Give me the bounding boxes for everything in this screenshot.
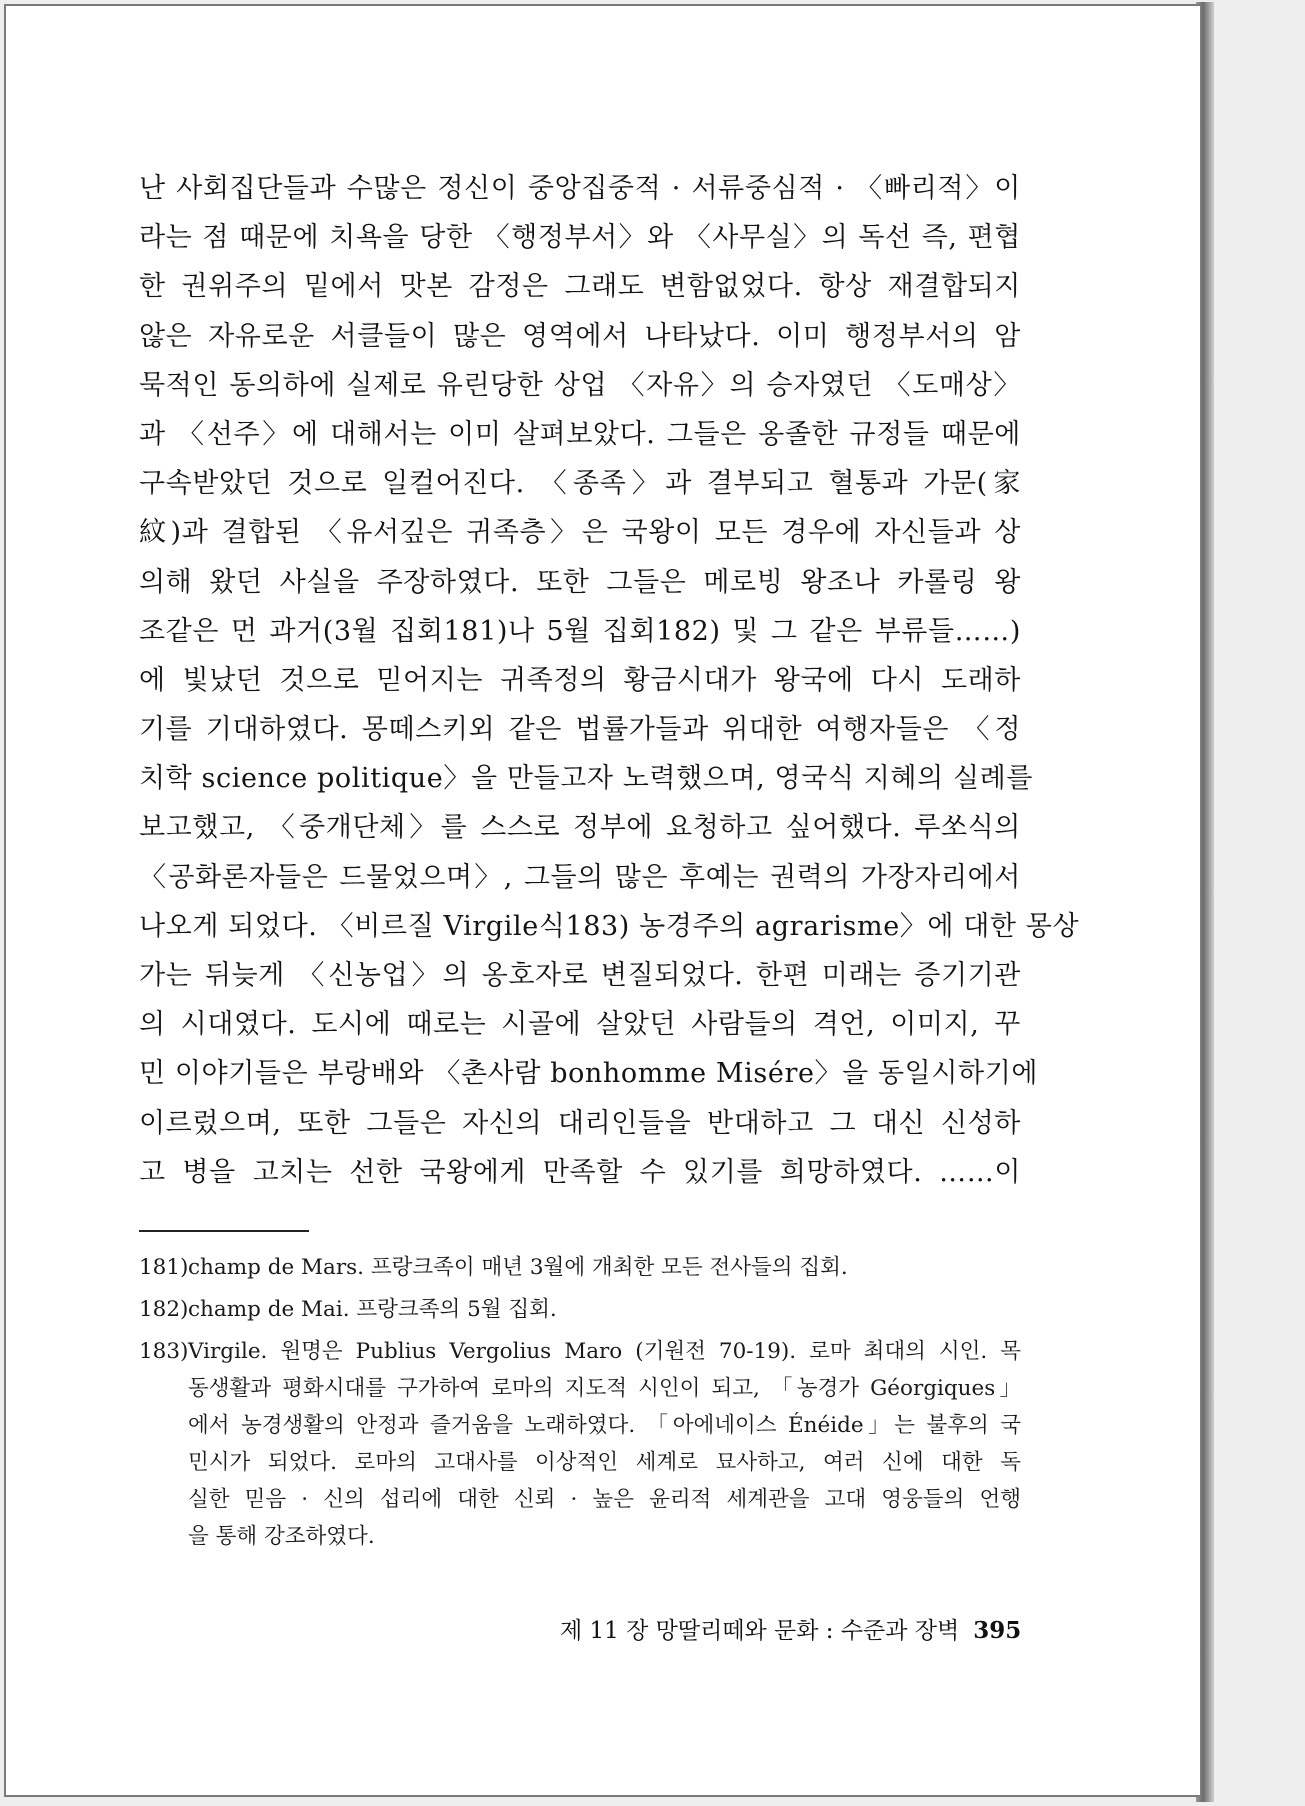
footnote-line: 동생활과 평화시대를 구가하여 로마의 지도적 시인이 되고, 「농경가 Géorgiques」 [188,1376,1021,1401]
body-line: 난 사회집단들과 수많은 정신이 중앙집중적 · 서류중심적 · 〈빠리적〉이 [139,173,1021,204]
footnote-number: 181) [139,1255,189,1280]
body-line: 라는 점 때문에 치욕을 당한 〈행정부서〉와 〈사무실〉의 독선 즉, 편협 [139,222,1021,254]
body-line: 나오게 되었다. 〈비르질 Virgile식183) 농경주의 agrarisme〉에 대한 몽상 [139,910,1080,942]
footnote-line: champ de Mars. 프랑크족이 매년 3월에 개최한 모든 전사들의 집회. [188,1255,848,1280]
body-line: 고 병을 고치는 선한 국왕에게 만족할 수 있기를 희망하였다. ……이 [139,1156,1021,1188]
chapter-title: 제 11 장 망딸리떼와 문화 : 수준과 장벽 [560,1618,960,1644]
running-footer [560,1612,1021,1645]
body-line: 紋)과 결합된 〈유서깊은 귀족층〉은 국왕이 모든 경우에 자신들과 상 [139,517,1021,549]
footnote-line: 을 통해 강조하였다. [188,1524,375,1549]
body-line: 않은 자유로운 서클들이 많은 영역에서 나타났다. 이미 행정부서의 암 [139,320,1021,352]
body-line: 한 권위주의 밑에서 맛본 감정은 그래도 변함없었다. 항상 재결합되지 [139,271,1021,303]
footnote-line: champ de Mai. 프랑크족의 5월 집회. [188,1297,557,1322]
footnotes [139,1249,1021,1560]
body-line: 조같은 먼 과거(3월 집회181)나 5월 집회182) 및 그 같은 부류들……) [139,615,1021,647]
body-line: 가는 뒤늦게 〈신농업〉의 옹호자로 변질되었다. 한편 미래는 증기기관 [139,960,1021,991]
footnote-line: 실한 믿음 · 신의 섭리에 대한 신뢰 · 높은 윤리적 세계관을 고대 영웅들의 언행 [188,1487,1021,1512]
body-line: 의 시대였다. 도시에 때로는 시골에 살았던 사람들의 격언, 이미지, 꾸 [139,1009,1021,1041]
body-line: 민 이야기들은 부랑배와 〈촌사람 bonhomme Misére〉을 동일시하기에 [139,1058,1039,1090]
footnote-divider [139,1230,309,1232]
body-line: 묵적인 동의하에 실제로 유린당한 상업 〈자유〉의 승자였던 〈도매상〉 [139,369,1021,401]
footnote-line: 민시가 되었다. 로마의 고대사를 이상적인 세계로 묘사하고, 여러 신에 대한 독 [188,1450,1021,1475]
body-line: 에 빛났던 것으로 믿어지는 귀족정의 황금시대가 왕국에 다시 도래하 [139,664,1021,696]
footnote-line: 에서 농경생활의 안정과 즐거움을 노래하였다. 「아에네이스 Énéide」는 불후의 국 [188,1413,1021,1438]
body-line: 이르렀으며, 또한 그들은 자신의 대리인들을 반대하고 그 대신 신성하 [139,1107,1021,1139]
body-line: 보고했고, 〈중개단체〉를 스스로 정부에 요청하고 싶어했다. 루쏘식의 [139,812,1021,844]
body-line: 기를 기대하였다. 몽떼스키외 같은 법률가들과 위대한 여행자들은 〈정 [139,714,1021,746]
body-line: 치학 science politique〉을 만들고자 노력했으며, 영국식 지혜의 실례를 [139,763,1034,795]
body-line: 구속받았던 것으로 일컬어진다. 〈종족〉과 결부되고 혈통과 가문(家 [139,468,1021,500]
body-line: 의해 왔던 사실을 주장하였다. 또한 그들은 메로빙 왕조나 카롤링 왕 [139,566,1021,598]
body-text [139,164,1080,1197]
body-line: 과 〈선주〉에 대해서는 이미 살펴보았다. 그들은 옹졸한 규정들 때문에 [139,418,1021,450]
footnote-183 [139,1333,1021,1555]
page-number: 395 [973,1617,1022,1644]
footnote-181 [139,1249,1021,1286]
footnote-number: 182) [139,1297,189,1322]
body-line: 〈공화론자들은 드물었으며〉, 그들의 많은 후예는 권력의 가장자리에서 [139,861,1021,893]
footnote-182 [139,1291,1021,1328]
footnote-number: 183) [139,1339,189,1364]
footnote-line: Virgile. 원명은 Publius Vergolius Maro (기원전 70-19). 로마 최대의 시인. 목 [188,1339,1021,1364]
